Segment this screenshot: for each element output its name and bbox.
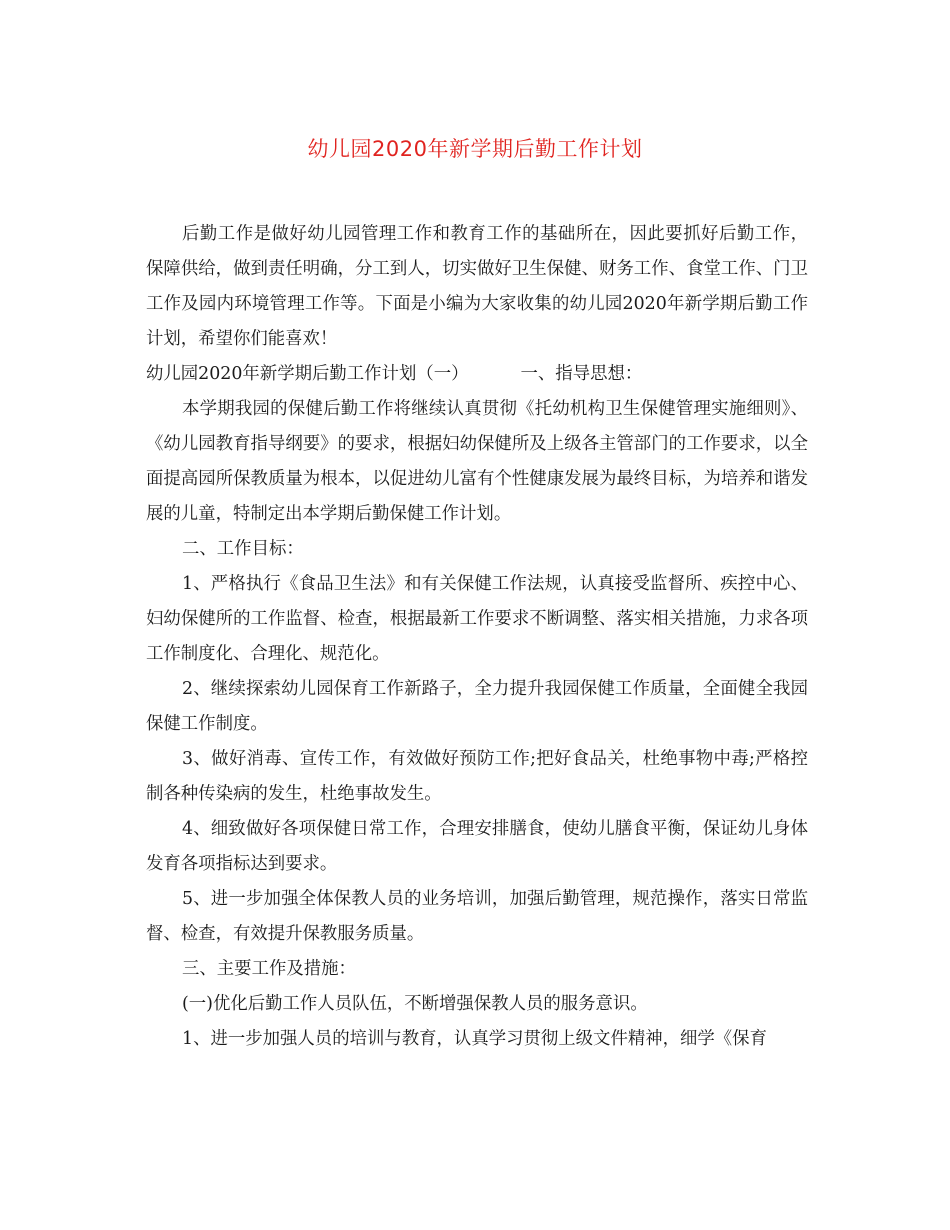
document-title: 幼儿园2020年新学期后勤工作计划 [307, 137, 643, 161]
plan-heading: 幼儿园2020年新学期后勤工作计划（一） [146, 364, 469, 384]
document-body [146, 217, 808, 1057]
measure-1: 1、进一步加强人员的培训与教育，认真学习贯彻上级文件精神，细学《保育 [182, 1029, 767, 1049]
section1-body: 本学期我园的保健后勤工作将继续认真贯彻《托幼机构卫生保健管理实施细则》、《幼儿园教育指导纲要》的要求，根据妇幼保健所及上级各主管部门的工作要求，以全面提高园所保教质量为根本，以促进幼儿富有个性健康发展为最终目标，为培养和谐发展的儿童，特制定出本学期后勤保健工作计划。 [146, 399, 808, 524]
goal-1: 1、严格执行《食品卫生法》和有关保健工作法规，认真接受监督所、疾控中心、妇幼保健所的工作监督、检查，根据最新工作要求不断调整、落实相关措施，力求各项工作制度化、合理化、规范化。 [146, 574, 808, 664]
intro-paragraph: 后勤工作是做好幼儿园管理工作和教育工作的基础所在，因此要抓好后勤工作，保障供给，做到责任明确，分工到人，切实做好卫生保健、财务工作、食堂工作、门卫工作及园内环境管理工作等。下面是小编为大家收集的幼儿园2020年新学期后勤工作计划，希望你们能喜欢！ [146, 224, 808, 349]
goal-3: 3、做好消毒、宣传工作，有效做好预防工作;把好食品关，杜绝事物中毒;严格控制各种传染病的发生，杜绝事故发生。 [146, 749, 808, 804]
plan-heading-line [146, 357, 808, 392]
section3-heading: 三、主要工作及措施： [182, 959, 356, 979]
goal-4: 4、细致做好各项保健日常工作，合理安排膳食，使幼儿膳食平衡，保证幼儿身体发育各项指标达到要求。 [146, 819, 808, 874]
measure-subheading-1: (一)优化后勤工作人员队伍，不断增强保教人员的服务意识。 [182, 994, 648, 1014]
goal-2: 2、继续探索幼儿园保育工作新路子，全力提升我园保健工作质量，全面健全我园保健工作制度。 [146, 679, 808, 734]
goal-5: 5、进一步加强全体保教人员的业务培训，加强后勤管理，规范操作，落实日常监督、检查，有效提升保教服务质量。 [146, 889, 808, 944]
section2-heading: 二、工作目标： [182, 539, 304, 559]
section1-heading: 一、指导思想： [520, 364, 643, 384]
